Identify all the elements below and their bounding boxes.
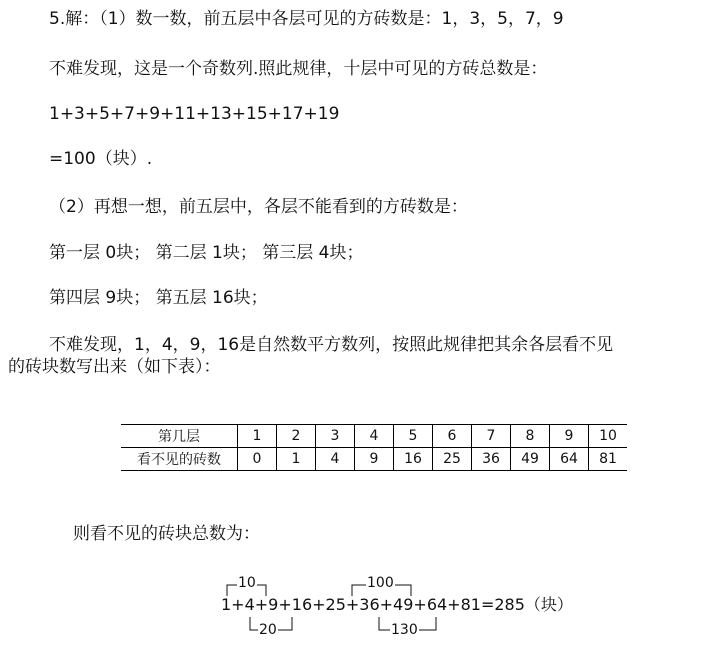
table-cell: 16 (394, 448, 433, 471)
total-hidden-intro: 则看不见的砖块总数为： (73, 524, 260, 544)
row-header-layer: 第几层 (121, 425, 238, 448)
table-cell: 6 (433, 425, 472, 448)
part-2-question: （2）再想一想，前五层中，各层不能看到的方砖数是： (49, 197, 468, 217)
solution-line-1: 5.解：（1）数一数，前五层中各层可见的方砖数是：1，3，5，7，9 (49, 9, 564, 29)
table-cell: 9 (550, 425, 589, 448)
group-label-10: 10 (238, 575, 256, 591)
hidden-sum-formula: 1+4+9+16+25+36+49+64+81=285（块） (221, 595, 573, 614)
solution-line-2: 不难发现，这是一个奇数列.照此规律，十层中可见的方砖总数是： (49, 59, 548, 79)
row-header-hidden: 看不见的砖数 (121, 448, 238, 471)
table-cell: 10 (589, 425, 628, 448)
table-cell: 0 (238, 448, 277, 471)
sum-expression: 1+3+5+7+9+11+13+15+17+19 (49, 104, 340, 124)
layers-1-3: 第一层 0块； 第二层 1块； 第三层 4块； (49, 243, 364, 263)
table-cell: 9 (355, 448, 394, 471)
group-label-100: 100 (367, 575, 394, 591)
table-cell: 8 (511, 425, 550, 448)
layers-4-5: 第四层 9块； 第五层 16块； (49, 288, 268, 308)
pattern-observation: 不难发现，1，4，9，16是自然数平方数列，按照此规律把其余各层看不见 (49, 335, 614, 355)
table-cell: 25 (433, 448, 472, 471)
table-cell: 4 (316, 448, 355, 471)
pattern-observation-cont: 的砖块数写出来（如下表）： (8, 357, 221, 377)
table-cell: 5 (394, 425, 433, 448)
table-cell: 7 (472, 425, 511, 448)
sum-result: =100（块）. (49, 149, 153, 169)
table-cell: 36 (472, 448, 511, 471)
table-cell: 49 (511, 448, 550, 471)
group-label-130: 130 (391, 622, 418, 638)
table-cell: 3 (316, 425, 355, 448)
table-cell: 1 (238, 425, 277, 448)
table-cell: 81 (589, 448, 628, 471)
table-cell: 4 (355, 425, 394, 448)
table-cell: 2 (277, 425, 316, 448)
table-cell: 1 (277, 448, 316, 471)
group-label-20: 20 (259, 622, 277, 638)
table-cell: 64 (550, 448, 589, 471)
